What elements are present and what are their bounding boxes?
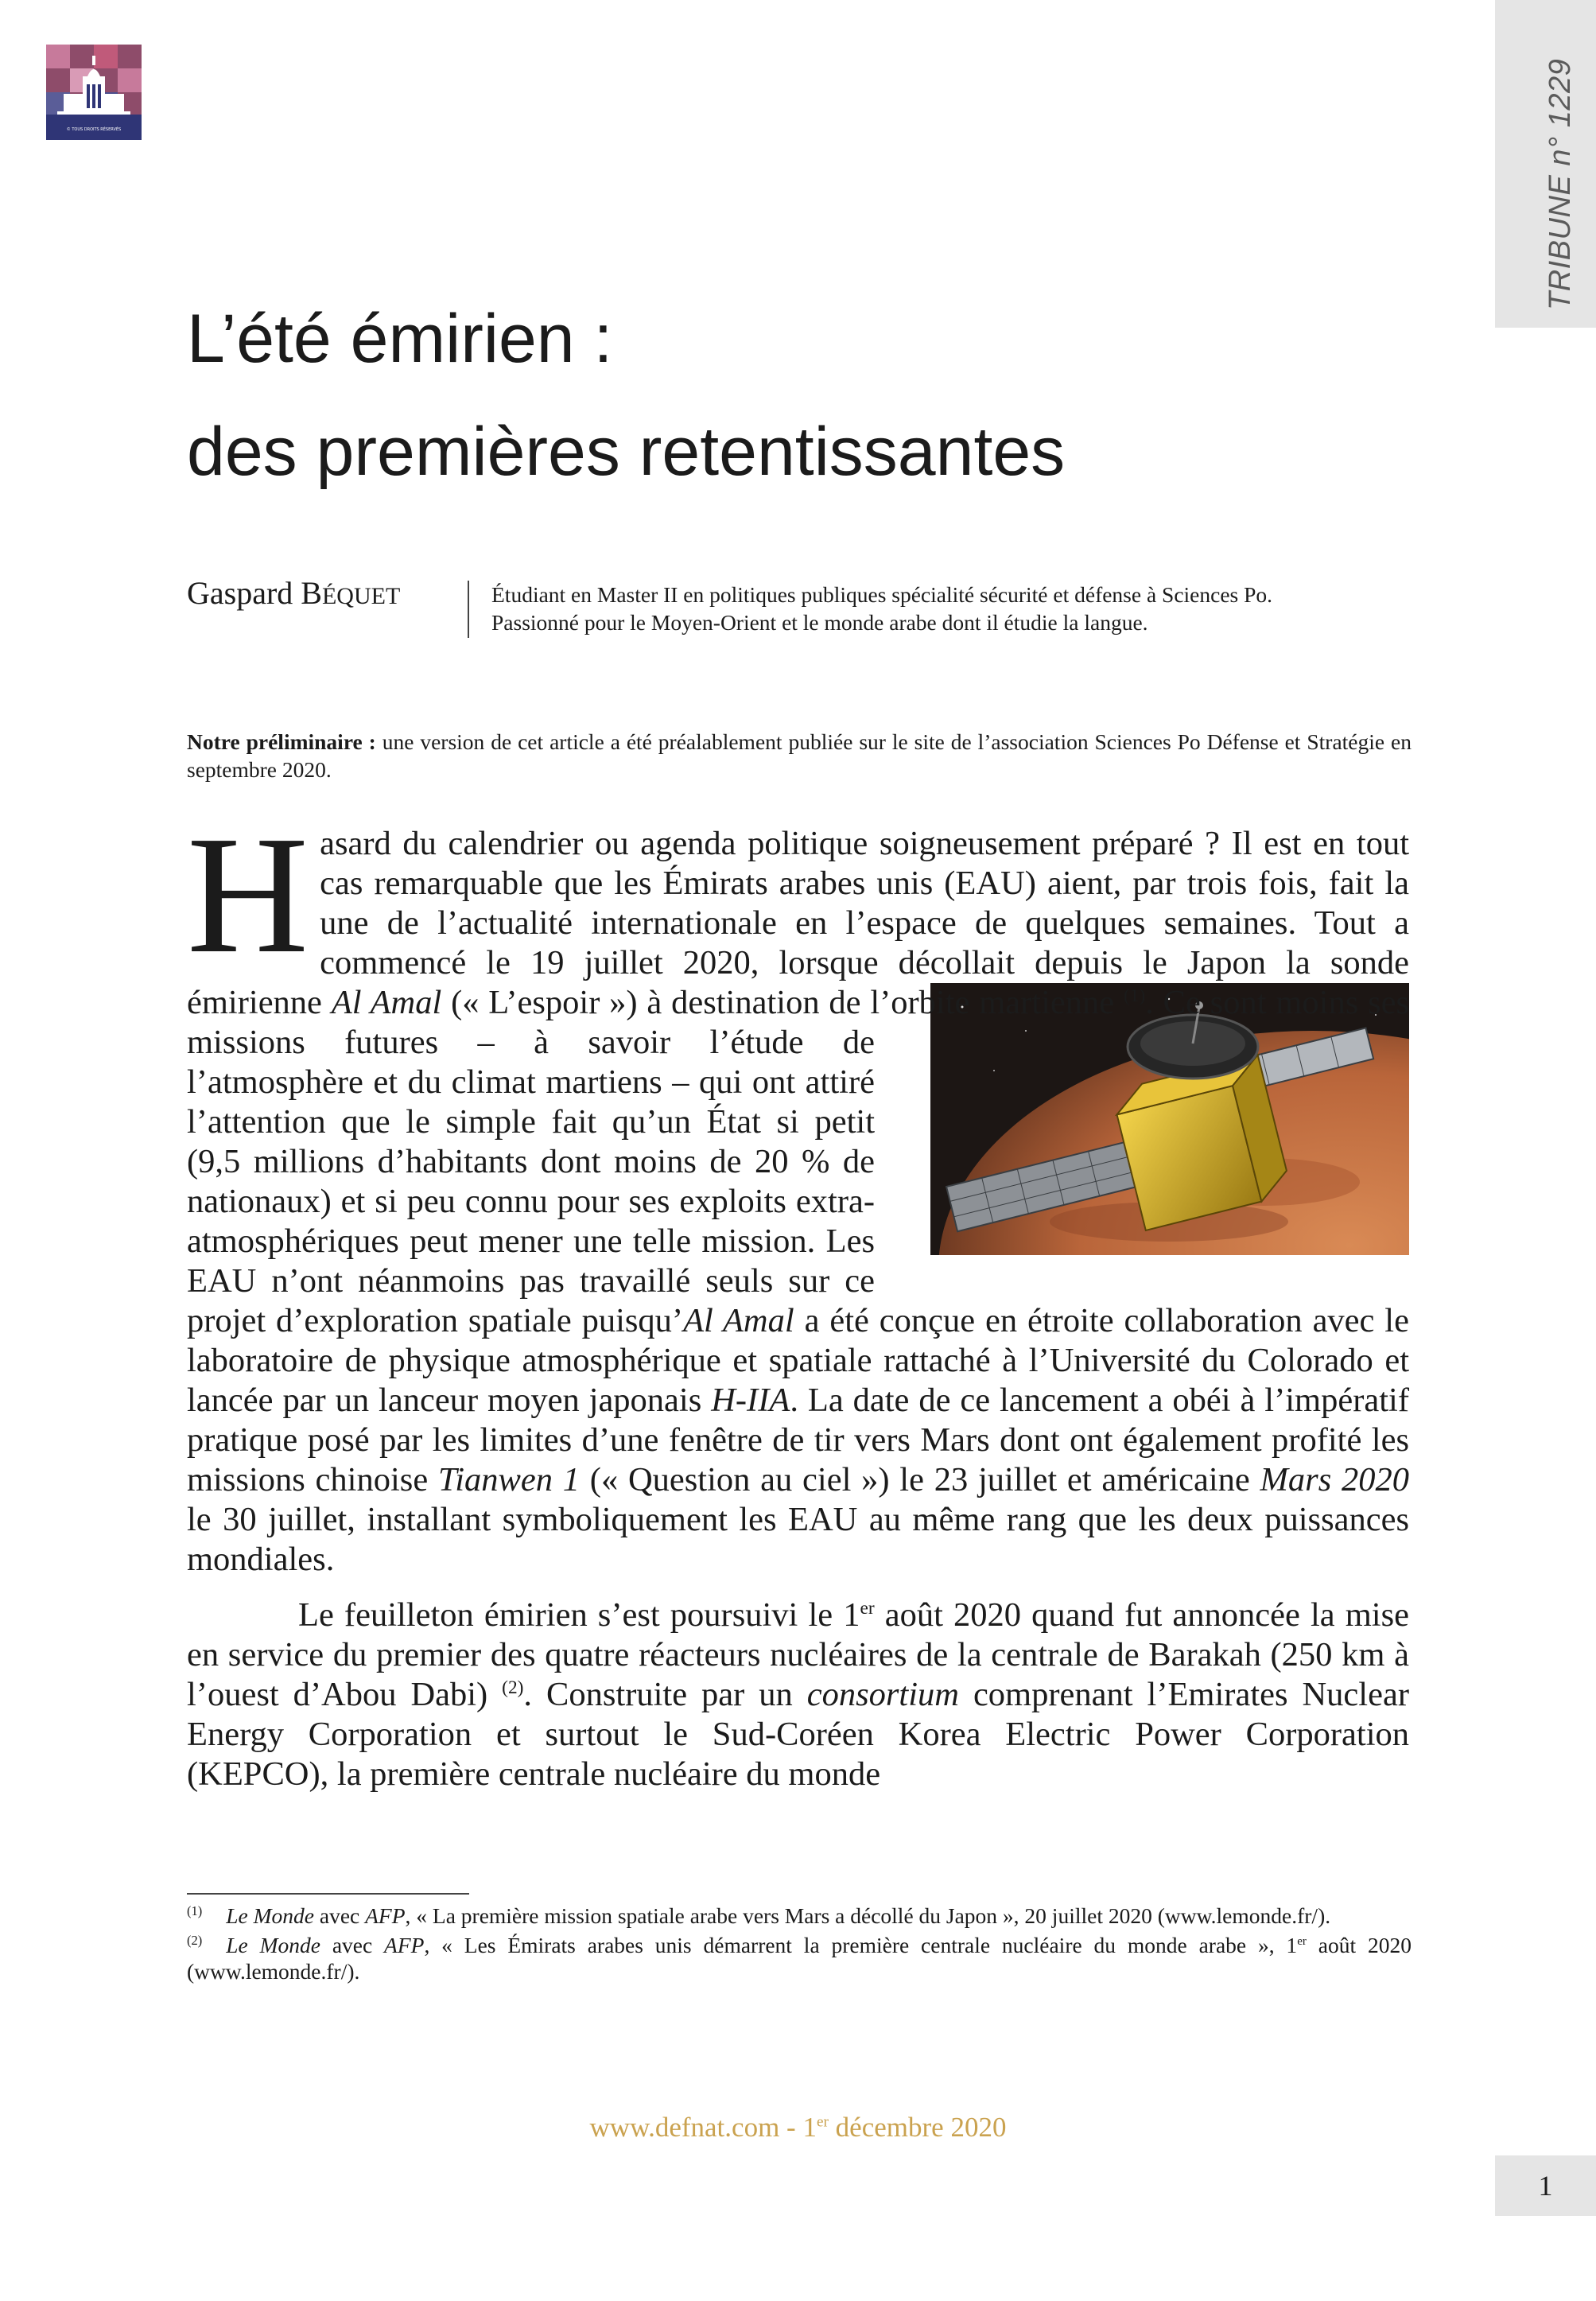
paragraph-1 (187, 801, 1410, 1580)
title-line-2: des premières retentissantes (187, 414, 1066, 490)
p2-italic-1: consortium (806, 1676, 959, 1713)
footer-superscript: er (816, 2113, 829, 2131)
footnote-2-text-1: avec (320, 1933, 385, 1957)
footnote-1-text-1: avec (314, 1903, 366, 1928)
footnote-2 (187, 1932, 1412, 1984)
p2-text-2: août 2020 quand fut annoncée la mise en service du premier des quatre réacteurs nucléaires de la centrale de Barakah (250 km à l’ouest d’Abou Dabi) (187, 1596, 1409, 1713)
page-number: 1 (1538, 2170, 1553, 2202)
footnote-1 (187, 1903, 1412, 1929)
footnote-2-text-3: août 2020 (www.lemonde.fr/). (187, 1933, 1412, 1984)
p1-text-6: (« Question au ciel ») le 23 juillet et américaine (580, 1461, 1260, 1498)
author-name (187, 574, 457, 612)
p1-italic-1: Al Amal (331, 984, 442, 1021)
author-last-name-initial: B (301, 575, 322, 611)
footnote-2-mark: (2) (187, 1932, 203, 1948)
p1-italic-2: Al Amal (683, 1302, 794, 1339)
tribune-label: TRIBUNE n° 1229 (1544, 58, 1577, 310)
footnote-2-italic-1: Le Monde (226, 1933, 320, 1957)
footnote-2-italic-2: AFP (384, 1933, 425, 1957)
footnote-separator (187, 1893, 469, 1895)
paragraph-2 (187, 1596, 1409, 1794)
p1-italic-4: Tianwen 1 (437, 1461, 581, 1498)
p1-italic-5: Mars 2020 (1260, 1461, 1409, 1498)
p1-italic-3: H-IIA (711, 1382, 790, 1419)
footnote-2-superscript: er (1297, 1934, 1307, 1948)
author-bio-line-1: Étudiant en Master II en politiques publiques spécialité sécurité et défense à Sciences Po. (491, 582, 1273, 607)
publication-logo (46, 45, 142, 140)
footnote-ref-2[interactable]: (2) (502, 1677, 524, 1698)
p1-text-5: . La date de ce lancement a obéi à l’impératif pratique posé par les limites d’une fenêtre de tir vers Mars dont ont également profité les missions chinoise (187, 1382, 1409, 1498)
p2-text-3: . Construite par un (523, 1676, 807, 1713)
note-text: une version de cet article a été préalablement publiée sur le site de l’association Sciences Po Défense et Stratégie en septembre 2020. (187, 729, 1412, 782)
footer-url-date[interactable] (0, 2112, 1596, 2144)
logo-caption: © TOUS DROITS RÉSERVÉS (66, 127, 122, 132)
footer-text-1: www.defnat.com - 1 (589, 2112, 817, 2143)
mars-probe-illustration (930, 983, 1409, 1255)
author-separator (468, 581, 469, 638)
footnote-1-italic-2: AFP (365, 1903, 406, 1928)
footnote-1-text-2: , « La première mission spatiale arabe vers Mars a décollé du Japon », 20 juillet 2020 (www.lemonde.fr/). (405, 1903, 1331, 1928)
p2-text-4: comprenant l’Emirates Nuclear Energy Corporation et surtout le Sud-Coréen Korea Electric Power Corporation (KEPCO), la première centrale nucléaire du monde (187, 1676, 1409, 1793)
page-title (187, 282, 1459, 508)
drop-cap: H (187, 801, 309, 988)
author-last-name-rest: ÉQUET (321, 583, 401, 609)
p1-text-3: . Ce sont moins ses missions futures – à savoir l’étude de l’atmosphère et du climat martiens – qui ont attiré l’attention que le simple fait qu’un État si petit (9,5 millions d’habitants dont moins de 20 % de nationaux) et si peu connu pour ses exploits extra-atmosphériques peut mener une telle mission. Les EAU n’ont néanmoins pas travaillé seuls sur ce projet d’exploration spatiale puisqu’ (187, 984, 1410, 1339)
p1-text-2: (« L’espoir ») à destination de l’orbite martienne (441, 984, 1124, 1021)
p1-text-7: le 30 juillet, installant symboliquement les EAU au même rang que les deux puissances mondiales. (187, 1501, 1409, 1578)
footnote-ref-1[interactable]: (1) (1123, 985, 1146, 1006)
mars-probe-image (930, 983, 1409, 1255)
note-label: Notre préliminaire : (187, 729, 376, 754)
author-bio-line-2: Passionné pour le Moyen-Orient et le monde arabe dont il étudie la langue. (491, 610, 1148, 635)
preliminary-note (187, 728, 1412, 783)
author-first-name: Gaspard (187, 575, 293, 611)
article-body (187, 801, 1410, 1794)
footnotes (187, 1903, 1412, 1988)
footnote-1-mark: (1) (187, 1903, 203, 1918)
footnote-2-text-2: , « Les Émirats arabes unis démarrent la première centrale nucléaire du monde arabe », 1 (424, 1933, 1298, 1957)
p2-superscript-1: er (860, 1597, 875, 1619)
author-bio (491, 581, 1446, 636)
side-tab (1495, 0, 1596, 328)
p1-text-4: a été conçue en étroite collaboration avec le laboratoire de physique atmosphérique et spatiale rattaché à l’Université du Colorado et lancée par un lanceur moyen japonais (187, 1302, 1409, 1419)
title-line-1: L’été émirien : (187, 301, 613, 377)
p1-text-1: asard du calendrier ou agenda politique soigneusement préparé ? Il est en tout cas remarquable que les Émirats arabes unis (EAU) aient, par trois fois, fait la une de l’actualité internationale en l’espace de quelques semaines. Tout a commencé le 19 juillet 2020, lorsque décollait depuis le Japon la sonde émirienne (187, 825, 1409, 1021)
footnote-1-italic-1: Le Monde (226, 1903, 314, 1928)
footer-text-2: décembre 2020 (828, 2112, 1007, 2143)
page-number-tab (1495, 2155, 1596, 2216)
p2-text-1: Le feuilleton émirien s’est poursuivi le 1 (298, 1596, 860, 1634)
